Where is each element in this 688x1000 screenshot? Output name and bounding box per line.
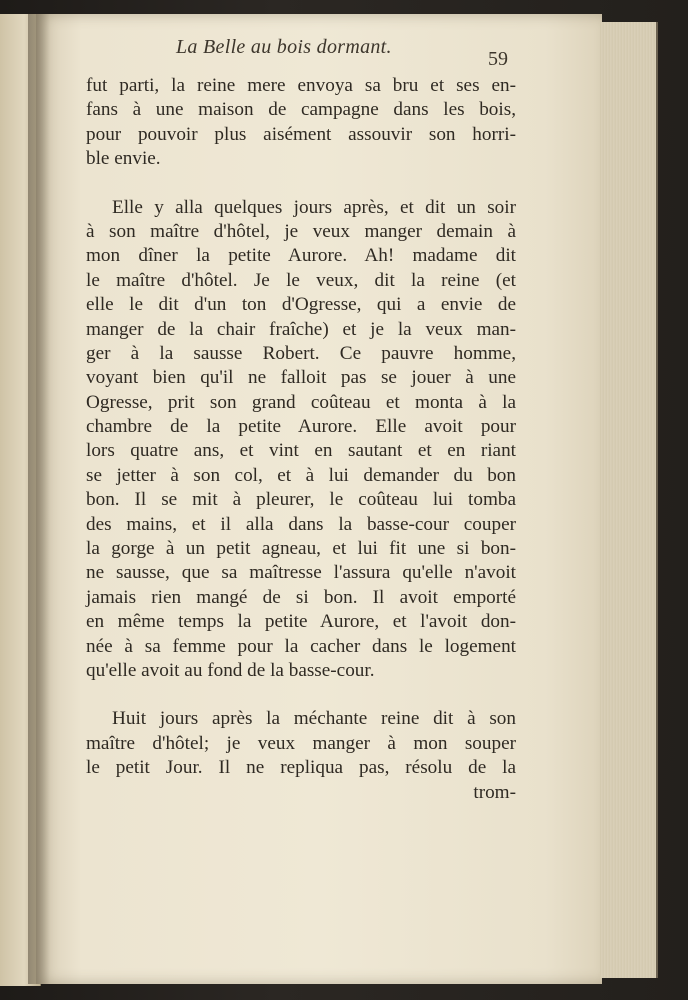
- text-line: des mains, et il alla dans la basse-cour couper: [86, 513, 516, 535]
- spine-shadow: [28, 14, 50, 984]
- text-line: pour pouvoir plus aisément assouvir son horri-: [86, 123, 516, 145]
- text-line: se jetter à son col, et à lui demander du bon: [86, 464, 516, 486]
- text-line: fut parti, la reine mere envoya sa bru et ses en-: [86, 75, 516, 96]
- text-line: Huit jours après la méchante reine dit à son: [112, 708, 516, 730]
- running-title: La Belle au bois dormant.: [176, 36, 392, 58]
- page-header: [36, 30, 602, 70]
- text-line: mon dîner la petite Aurore. Ah! madame dit: [86, 245, 516, 267]
- text-line: la gorge à un petit agneau, et lui fit une si bon-: [86, 538, 516, 560]
- text-line: ble envie.: [86, 148, 161, 170]
- text-line: à son maître d'hôtel, je veux manger demain à: [86, 220, 516, 242]
- text-line: Ogresse, prit son grand coûteau et monta à la: [86, 391, 516, 413]
- text-line: ne sausse, que sa maîtresse l'assura qu'elle n'avoit: [86, 562, 516, 584]
- text-line: fans à une maison de campagne dans les bois,: [86, 99, 516, 121]
- text-line: lors quatre ans, et vint en sautant et en riant: [86, 440, 516, 462]
- text-line: elle le dit d'un ton d'Ogresse, qui a envie de: [86, 294, 516, 316]
- text-line: bon. Il se mit à pleurer, le coûteau lui tomba: [86, 489, 516, 511]
- text-line: née à sa femme pour la cacher dans le logement: [86, 635, 516, 657]
- text-line: voyant bien qu'il ne falloit pas se jouer à une: [86, 367, 516, 389]
- page-block-edges: [600, 22, 658, 978]
- page-number: 59: [488, 48, 508, 70]
- body-text: [86, 74, 516, 805]
- paragraph-gap: [86, 683, 516, 707]
- text-line: le maître d'hôtel. Je le veux, dit la reine (et: [86, 269, 516, 291]
- text-line: jamais rien mangé de si bon. Il avoit emporté: [86, 586, 516, 608]
- text-line: Elle y alla quelques jours après, et dit un soir: [112, 196, 516, 218]
- text-line: en même temps la petite Aurore, et l'avoit don-: [86, 611, 516, 633]
- text-line: ger à la sausse Robert. Ce pauvre homme,: [86, 342, 516, 364]
- text-line: manger de la chair fraîche) et je la veux man-: [86, 318, 516, 340]
- text-line: maître d'hôtel; je veux manger à mon souper: [86, 732, 516, 754]
- text-line: chambre de la petite Aurore. Elle avoit pour: [86, 416, 516, 438]
- catchword: trom-: [473, 781, 516, 803]
- text-line: le petit Jour. Il ne repliqua pas, résolu de la: [86, 757, 516, 779]
- paragraph-gap: [86, 172, 516, 196]
- text-line: qu'elle avoit au fond de la basse-cour.: [86, 659, 375, 681]
